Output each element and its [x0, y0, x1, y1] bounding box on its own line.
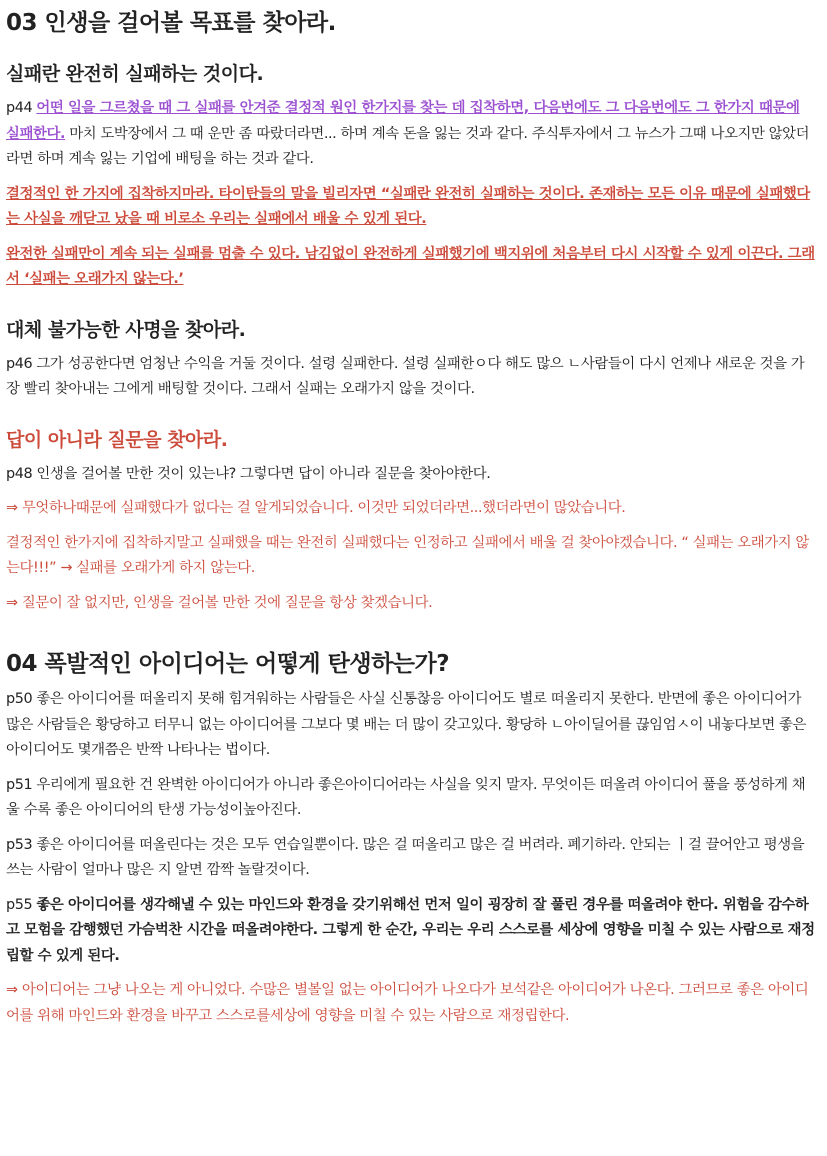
chapter-4-title: 04 폭발적인 아이디어는 어떻게 탄생하는가? [6, 651, 450, 677]
spacer [6, 302, 817, 316]
paragraph-p53: p53 좋은 아이디어를 떠올린다는 것은 모두 연습일뿐이다. 많은 걸 떠올리고 많은 걸 버려라. 폐기하라. 안되는 ㅣ걸 끌어안고 평생을 쓰는 사람이 얼마나 많은 지 알면 깜짝 놀랄것이다. [6, 836, 805, 878]
page-ref: p44 [6, 100, 37, 116]
section-heading-question: 답이 아니라 질문을 찾아라. [6, 428, 228, 451]
highlight-quote: 어떤 일을 그르쳤을 때 그 실패를 안겨준 결정적 원인 한가지를 찾는 데 집착하면, 다음번에도 그 다음번에도 그 한가지 때문에 실패한다. [6, 100, 800, 142]
paragraph-text: 마치 도박장에서 그 때 운만 좀 따랐더라면... 하며 계속 돈을 잃는 것과 같다. 주식투자에서 그 뉴스가 그때 나오지만 않았더라면 하며 계속 잃는 기업에 배팅을 하는 것과 같다. [6, 125, 810, 167]
paragraph-p46: p46 그가 성공한다면 엄청난 수익을 거둘 것이다. 설령 실패한다. 설령 실패한ㅇ다 해도 많으 ㄴ사람들이 다시 언제나 새로운 것을 가장 빨리 찾아내는 그에게 배팅할 것이다. 그래서 실패는 오래가지 않을 것이다. [6, 355, 805, 397]
paragraph-p44 [6, 96, 817, 173]
reflection-note: ⇒ 아이디어는 그냥 나오는 게 아니었다. 수많은 별볼일 없는 아이디어가 나오다가 보석같은 아이디어가 나온다. 그러므로 좋은 아이디어를 위해 마인드와 환경을 바꾸고 스스로를세상에 영향을 미칠 수 있는 사람으로 재정립한다. [6, 982, 809, 1024]
reflection-note: ⇒ 무엇하나때문에 실패했다가 없다는 걸 알게되었습니다. 이것만 되었더라면...했더라면이 많았습니다. [6, 500, 626, 516]
reflection-note: ⇒ 질문이 잘 없지만, 인생을 걸어볼 만한 것에 질문을 항상 찾겠습니다. [6, 594, 433, 611]
spacer [6, 625, 817, 647]
highlight-paragraph: 결정적인 한 가지에 집착하지마라. 타이탄들의 말을 빌리자면 “실패란 완전히 실패하는 것이다. 존재하는 모든 이유 때문에 실패했다는 사실을 깨닫고 났을 때 비로소 우리는 실패에서 배울 수 있게 된다. [6, 185, 810, 227]
section-heading-failure: 실패란 완전히 실패하는 것이다. [6, 63, 264, 85]
spacer [6, 412, 817, 426]
page-ref: p55 [6, 896, 37, 913]
highlight-paragraph: 완전한 실패만이 계속 되는 실패를 멈출 수 있다. 남김없이 완전하게 실패했기에 백지위에 처음부터 다시 시작할 수 있게 이끈다. 그래서 ‘실패는 오래가지 않는다.’ [6, 245, 815, 287]
paragraph-p51: p51 우리에게 필요한 건 완벽한 아이디어가 아니라 좋은아이디어라는 사실을 잊지 말자. 무엇이든 떠올려 아이디어 풀을 풍성하게 채울 수록 좋은 아이디어의 탄생 가능성이높아진다. [6, 776, 806, 818]
reflection-note: 결정적인 한가지에 집착하지말고 실패했을 때는 완전히 실패했다는 인정하고 실패에서 배울 걸 찾아야겠습니다. “ 실패는 오래가지 않는다!!!” → 실패를 오래가게 하지 않는다. [6, 534, 809, 576]
chapter-3-title: 03 인생을 걸어볼 목표를 찾아라. [6, 10, 336, 36]
paragraph-p48: p48 인생을 걸어볼 만한 것이 있는냐? 그렇다면 답이 아니라 질문을 찾아야한다. [6, 465, 491, 482]
bold-quote: 좋은 아이디어를 생각해낼 수 있는 마인드와 환경을 갖기위해선 먼저 일이 굉장히 잘 풀린 경우를 떠올려야 한다. 위험을 감수하고 모험을 감행했던 가슴벅찬 시간을 떠올려야한다. 그렇게 한 순간, 우리는 우리 스스로를 세상에 영향을 미칠 수 있는 사람으로 재정립할 수 있게 된다. [6, 896, 815, 964]
paragraph-p50: p50 좋은 아이디어를 떠올리지 못해 힘겨워하는 사람들은 사실 신통찮응 아이디어도 별로 떠올리지 못한다. 반면에 좋은 아이디어가 많은 사람들은 황당하고 터무니 없는 아이디어를 그보다 몇 배는 더 많이 갖고있다. 황당하 ㄴ아이딜어를 끊임엄ㅅ이 내놓다보면 좋은 아이디어도 몇개쯤은 반짝 나타나는 법이다. [6, 691, 807, 758]
paragraph-p55 [6, 893, 817, 970]
section-heading-mission: 대체 불가능한 사명을 찾아라. [6, 318, 246, 341]
